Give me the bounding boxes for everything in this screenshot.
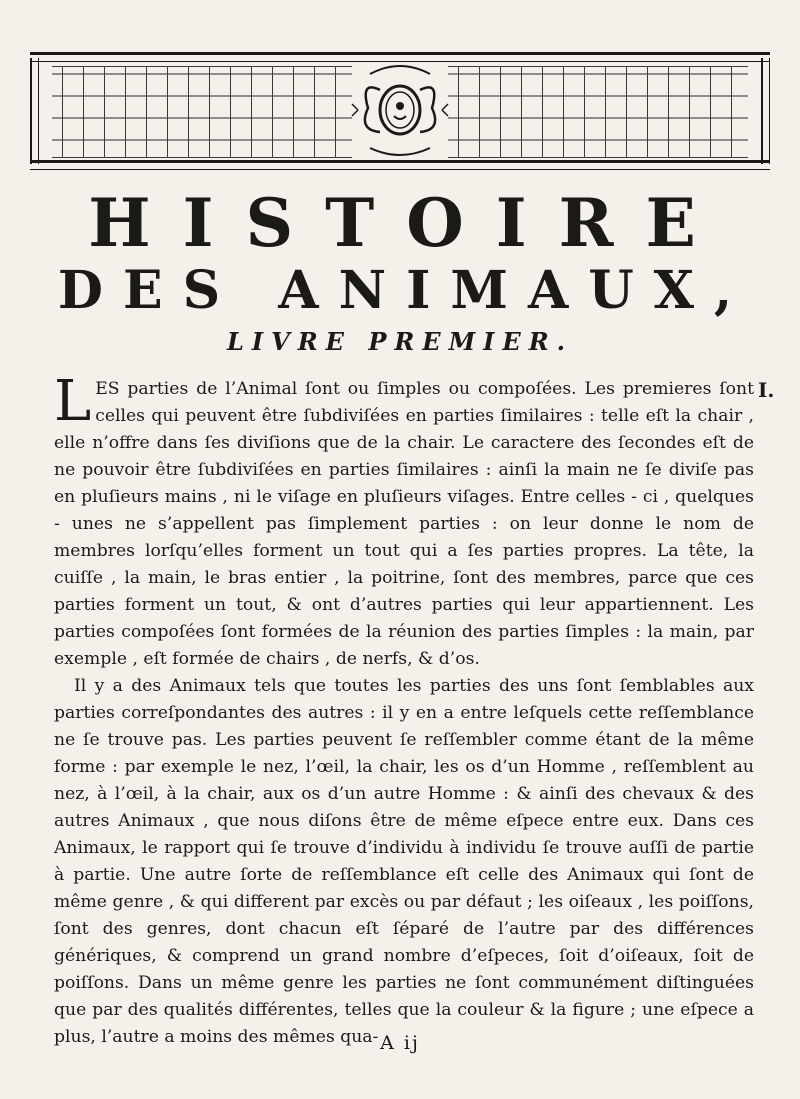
- drop-cap: L: [54, 369, 92, 434]
- ornamental-headpiece: [30, 52, 770, 170]
- margin-mark: I.: [758, 378, 775, 402]
- paragraph-1-text: ES parties de l’Animal ſont ou ſimples ou compoſées. Les premieres ſont celles qui peuvent être ſubdiviſées en parties ſimilaires : telle eſt la chair , elle n’offre dans ſes diviſions que de la chair. Le caractere des ſecondes eſt de ne pouvoir être ſubdiviſées en parties ſimilaires : ainſi la main ne ſe diviſe pas en pluſieurs mains , ni le viſage en pluſieurs viſages. Entre celles - ci , quelques - unes ne s’appellent pas ſimplement parties : on leur donne le nom de membres lorſqu’elles forment un tout qui a ſes parties propres. La tête, la cuiſſe , la main, le bras entier , la poitrine, ſont des membres, parce que ces parties forment un tout, & ont d’autres parties qui leur appartiennent. Les parties compoſées ſont formées de la réunion des parties ſimples : la main, par exemple , eſt formée de chairs , de nerfs, & d’os.: [54, 379, 754, 669]
- headpiece-bottom-border: [30, 160, 770, 170]
- book-heading: LIVRE PREMIER.: [227, 327, 573, 356]
- page-subtitle: DES ANIMAUX,: [57, 260, 753, 321]
- paragraph-2: Il y a des Animaux tels que toutes les parties des uns ſont ſemblables aux parties correſpondantes des autres : il y en a entre leſquels cette reſſemblance ne ſe trouve pas. Les parties peuvent ſe reſſembler comme étant de la même forme : par exemple le nez, l’œil, la chair, les os d’un Homme , reſſemblent au nez, à l’œil, à la chair, aux os d’un autre Homme : & ainſi des chevaux & des autres Animaux , que nous diſons être de même eſpece entre eux. Dans ces Animaux, le rapport qui ſe trouve d’individu à individu ſe trouve auſſi de partie à partie. Une autre ſorte de reſſemblance eſt celle des Animaux qui ſont de même genre , & qui different par excès ou par défaut ; les oiſeaux , les poiſſons, ſont des genres, dont chacun eſt ſéparé de l’autre par des différences génériques, & comprend un grand nombre d’eſpeces, ſoit d’oiſeaux, ſoit de poiſſons. Dans un même genre les parties ne ſont communément diſtinguées que par des qualités différentes, telles que la couleur & la figure ; une eſpece a plus, l’autre a moins des mêmes qua-: [54, 676, 754, 1047]
- headpiece-left-pattern: [52, 66, 352, 158]
- headpiece-right-pattern: [448, 66, 748, 158]
- headpiece-left-border: [30, 58, 39, 164]
- headpiece-right-border: [761, 58, 770, 164]
- medallion-ornament-icon: [350, 60, 450, 160]
- body-text: [54, 369, 754, 1051]
- paragraph-1: [54, 369, 754, 673]
- signature-mark: A ij: [380, 1032, 420, 1054]
- page-title: HISTOIRE: [88, 184, 728, 262]
